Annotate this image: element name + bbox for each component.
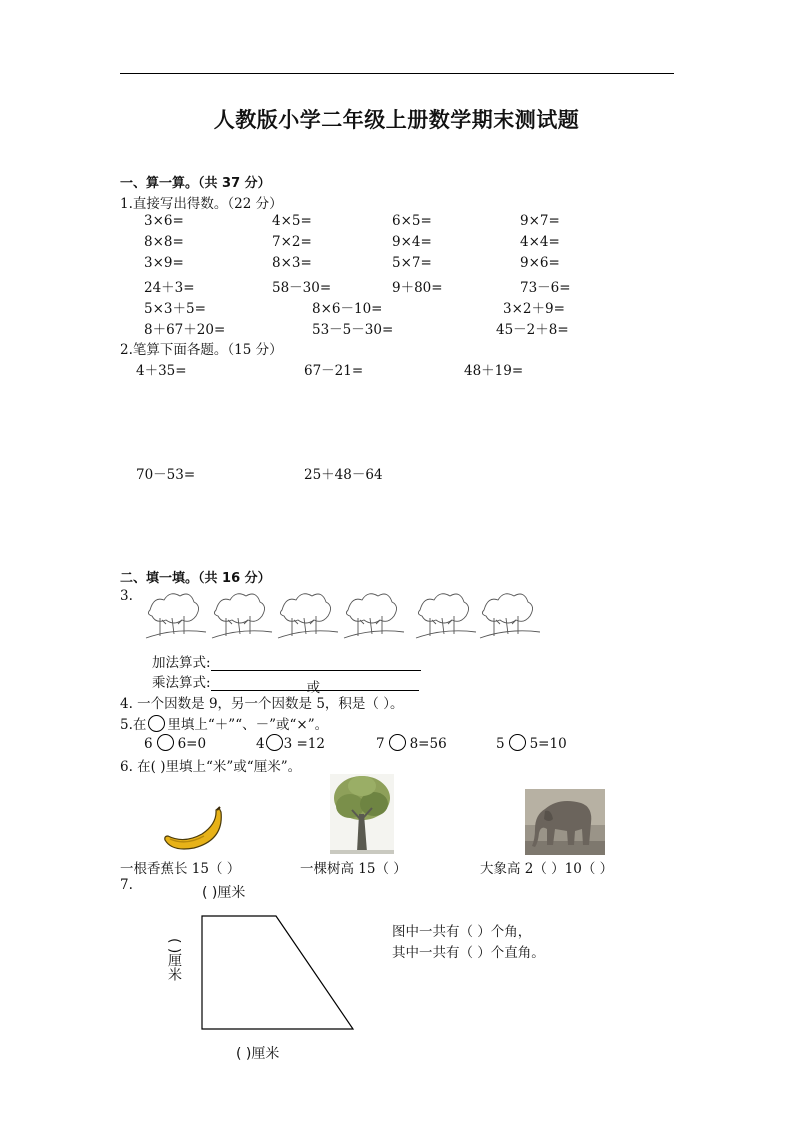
tree-group-icon bbox=[278, 594, 338, 638]
q1-cell: 3×2＋9= bbox=[503, 301, 565, 317]
q1-cell: 9＋80= bbox=[392, 280, 443, 296]
q1-cell: 8×8= bbox=[144, 234, 184, 250]
q5-operand: 5 bbox=[496, 736, 505, 752]
q1-cell: 58－30= bbox=[272, 280, 332, 296]
q1-cell: 24＋3= bbox=[144, 280, 195, 296]
q5-operand: 5=10 bbox=[529, 736, 567, 752]
q3-addition-blank[interactable] bbox=[211, 656, 421, 671]
q7-top-label: ( )厘米 bbox=[202, 885, 246, 901]
q1-cell: 9×7= bbox=[520, 213, 560, 229]
q5-operand: 8=56 bbox=[409, 736, 447, 752]
q6-banana-text: 一根香蕉长 15（ ） bbox=[120, 861, 241, 877]
q1-cell: 9×6= bbox=[520, 255, 560, 271]
banana-icon bbox=[162, 806, 224, 850]
q1-cell: 8×6－10= bbox=[312, 301, 383, 317]
q1-cell: 8＋67＋20= bbox=[144, 322, 226, 338]
q1-cell: 4×4= bbox=[520, 234, 560, 250]
operator-circle[interactable] bbox=[509, 734, 526, 751]
elephant-icon bbox=[525, 789, 605, 855]
q2-item: 67－21= bbox=[304, 363, 364, 379]
tree-icon bbox=[330, 774, 394, 854]
q3-addition-row bbox=[152, 651, 421, 671]
q5-operand: 7 bbox=[376, 736, 385, 752]
q3-addition-label: 加法算式: bbox=[152, 655, 211, 671]
q5-item bbox=[496, 734, 567, 752]
q3-number: 3. bbox=[120, 588, 133, 604]
q5-item bbox=[144, 734, 206, 752]
q7-number: 7. bbox=[120, 877, 133, 893]
q5-heading bbox=[120, 713, 328, 733]
tree-group-icon bbox=[212, 594, 272, 638]
q1-cell: 73－6= bbox=[520, 280, 571, 296]
circle-icon bbox=[148, 715, 165, 732]
q4-text: 4. 一个因数是 9，另一个因数是 5，积是（ ）。 bbox=[120, 696, 404, 712]
q3-multiplication-blank-1[interactable] bbox=[211, 676, 307, 691]
trapezoid-figure bbox=[196, 910, 360, 1034]
q5-operand: 4 bbox=[256, 736, 265, 752]
q3-multiplication-blank-2[interactable] bbox=[323, 676, 419, 691]
q5-operand: 3 =12 bbox=[283, 736, 325, 752]
q2-item: 70－53= bbox=[136, 467, 196, 483]
q1-cell: 4×5= bbox=[272, 213, 312, 229]
section-1-heading: 一、算一算。（共 37 分） bbox=[120, 176, 271, 191]
q7-bottom-label: ( )厘米 bbox=[236, 1046, 280, 1062]
q2-heading: 2.笔算下面各题。（15 分） bbox=[120, 342, 283, 358]
q1-cell: 5×3＋5= bbox=[144, 301, 206, 317]
operator-circle[interactable] bbox=[266, 734, 283, 751]
q7-line-1: 图中一共有（ ）个角， bbox=[392, 924, 532, 940]
q5-heading-tail: 里填上“＋”“、－”或“×”。 bbox=[167, 717, 329, 733]
operator-circle[interactable] bbox=[389, 734, 406, 751]
q3-or-wrap bbox=[306, 676, 323, 696]
q7-left-label: ( )厘米 bbox=[166, 938, 182, 982]
q1-heading: 1.直接写出得数。（22 分） bbox=[120, 196, 283, 212]
tree-group-icon bbox=[416, 594, 476, 638]
tree-group-icon bbox=[480, 594, 540, 638]
section-2-heading: 二、填一填。（共 16 分） bbox=[120, 571, 271, 586]
q6-heading: 6. 在( )里填上“米”或“厘米”。 bbox=[120, 759, 302, 775]
q5-heading-start: 5.在 bbox=[120, 717, 147, 733]
q1-cell: 53－5－30= bbox=[312, 322, 394, 338]
q6-tree-text: 一棵树高 15（ ） bbox=[300, 861, 407, 877]
q1-cell: 3×6= bbox=[144, 213, 184, 229]
q5-operand: 6 bbox=[144, 736, 153, 752]
q1-cell: 45－2＋8= bbox=[496, 322, 569, 338]
q1-cell: 6×5= bbox=[392, 213, 432, 229]
q2-item: 48＋19= bbox=[464, 363, 524, 379]
page-title: 人教版小学二年级上册数学期末测试题 bbox=[213, 108, 580, 132]
q2-item: 25＋48－64 bbox=[304, 467, 383, 483]
trees-illustration bbox=[144, 588, 540, 644]
q7-line-2: 其中一共有（ ）个直角。 bbox=[392, 945, 545, 961]
q1-cell: 3×9= bbox=[144, 255, 184, 271]
q6-elephant-text: 大象高 2（ ）10（ ） bbox=[480, 861, 614, 877]
q1-cell: 9×4= bbox=[392, 234, 432, 250]
header-rule bbox=[120, 73, 674, 74]
q5-item bbox=[256, 734, 325, 752]
q3-multiplication-row bbox=[152, 671, 419, 696]
q3-multiplication-label: 乘法算式: bbox=[152, 675, 211, 691]
q1-cell: 5×7= bbox=[392, 255, 432, 271]
q1-cell: 7×2= bbox=[272, 234, 312, 250]
q3-or: 或 bbox=[306, 680, 321, 696]
q2-item: 4＋35= bbox=[136, 363, 187, 379]
q1-cell: 8×3= bbox=[272, 255, 312, 271]
tree-group-icon bbox=[344, 594, 404, 638]
operator-circle[interactable] bbox=[157, 734, 174, 751]
tree-group-icon bbox=[146, 594, 206, 638]
q5-item bbox=[376, 734, 447, 752]
q5-operand: 6=0 bbox=[177, 736, 207, 752]
